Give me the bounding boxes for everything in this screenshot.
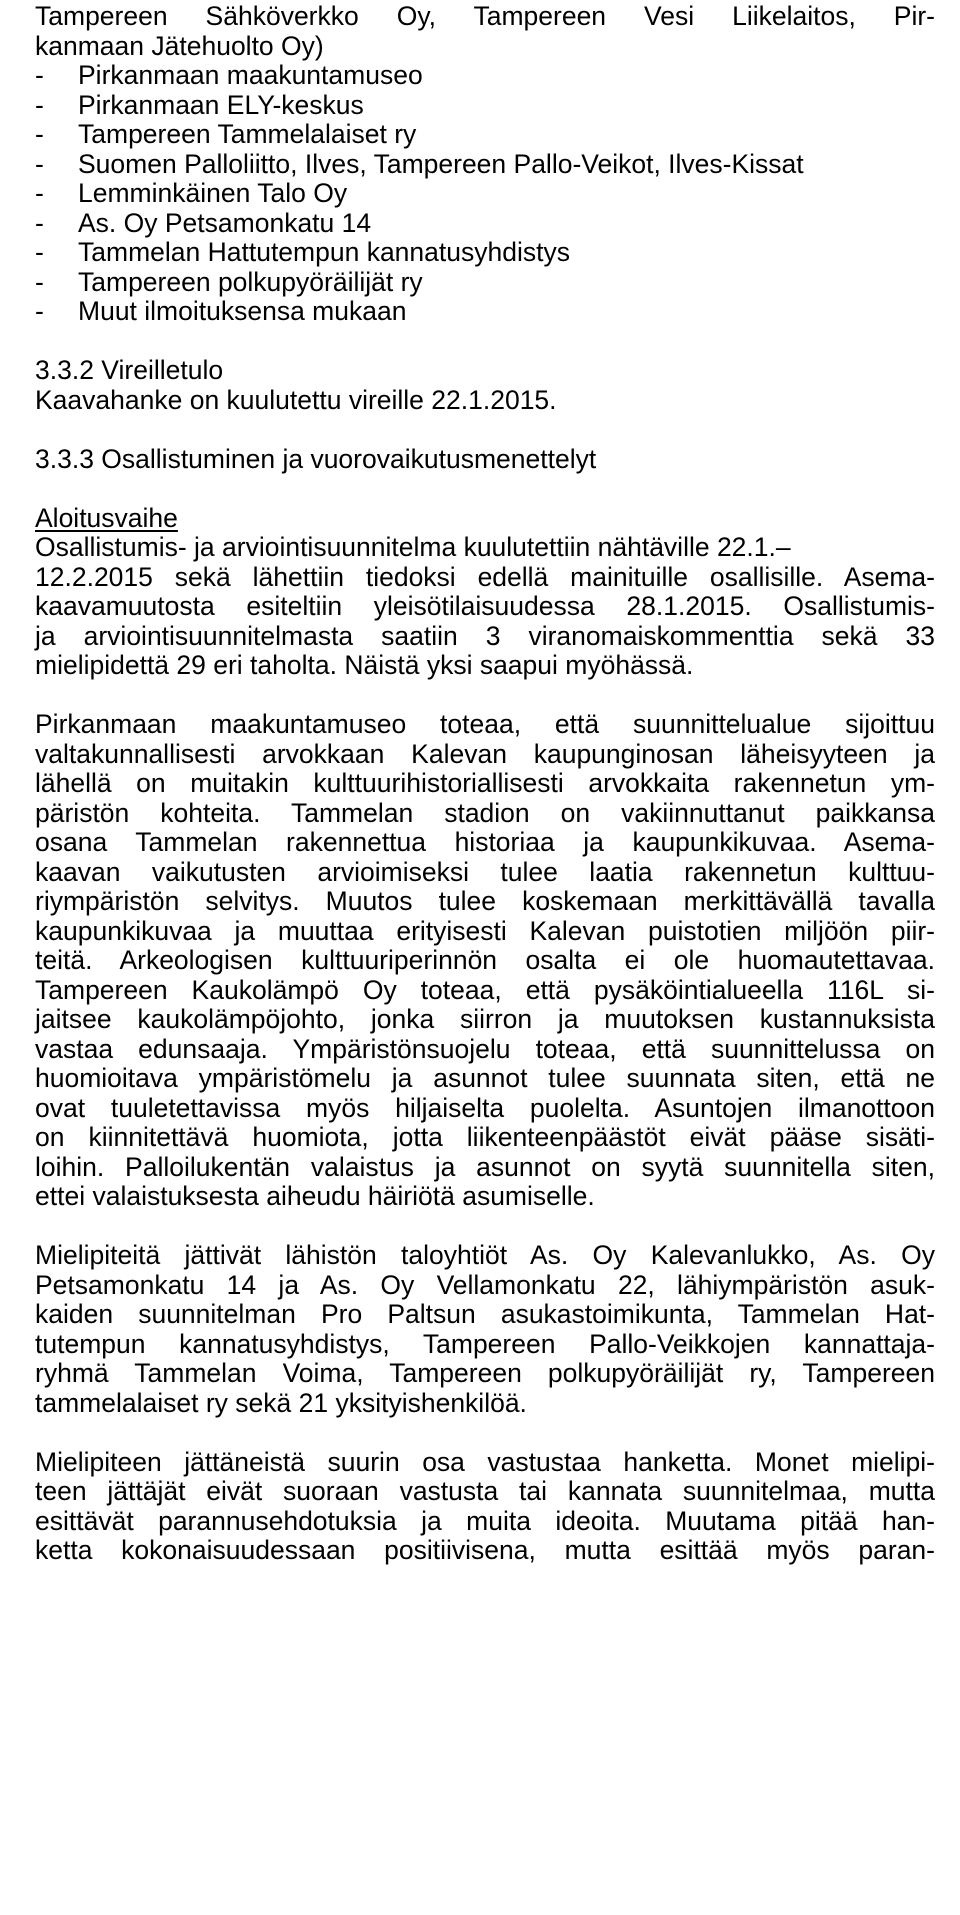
list-item: - Pirkanmaan ELY-keskus <box>35 89 364 120</box>
list-dash: - <box>35 207 44 238</box>
paragraph-line: Osallistumis- ja arviointisuunnitelma kuulutettiin nähtäville 22.1.– <box>35 532 791 562</box>
section-heading-osallistuminen: 3.3.3 Osallistuminen ja vuorovaikutusmenettelyt <box>35 443 597 474</box>
list-dash: - <box>35 296 44 326</box>
paragraph-line: ettei valaistuksesta aiheudu häiriötä asumiselle. <box>35 1181 595 1211</box>
list-item: - Suomen Palloliitto, Ilves, Tampereen Pallo-Veikot, Ilves-Kissat <box>35 148 804 179</box>
final-paragraph <box>35 1448 935 1566</box>
list-item: - Tampereen Tammelalaiset ry <box>35 119 417 149</box>
paragraph-line: on kiinnitettävä huomiota, jotta liikenteenpäästöt eivät pääse sisäti- <box>35 1122 935 1152</box>
paragraph-line: päristön kohteita. Tammelan stadion on vakiinnuttanut paikkansa <box>35 797 935 828</box>
paragraph-line: ja arviointisuunnitelmasta saatiin 3 viranomaiskommenttia sekä 33 <box>35 620 935 651</box>
aloitusvaihe-paragraph <box>35 533 935 681</box>
paragraph-line: vastaa edunsaaja. Ympäristönsuojelu toteaa, että suunnittelussa on <box>35 1033 935 1064</box>
paragraph-line: teen jättäjät eivät suoraan vastusta tai kannata suunnitelmaa, mutta <box>35 1476 935 1506</box>
paragraph-line: Mielipiteen jättäneistä suurin osa vastustaa hanketta. Monet mielipi- <box>35 1446 935 1477</box>
paragraph-line: ovat tuuletettavissa myös hiljaiselta puolelta. Asuntojen ilmanottoon <box>35 1092 935 1123</box>
list-item: - Pirkanmaan maakuntamuseo <box>35 60 423 90</box>
paragraph-line: esittävät parannusehdotuksia ja muita ideoita. Muutama pitää han- <box>35 1505 935 1536</box>
paragraph-line: huomioitava ympäristömelu ja asunnot tulee suunnata siten, että ne <box>35 1063 935 1093</box>
list-item: - Tammelan Hattutempun kannatusyhdistys <box>35 237 570 267</box>
paragraph-line: kaavan vaikutusten arvioimiseksi tulee laatia rakennetun kulttuu- <box>35 856 935 887</box>
paragraph-line: lähellä on muitakin kulttuurihistoriallisesti arvokkaita rakennetun ym- <box>35 768 935 798</box>
list-item: - Lemminkäinen Talo Oy <box>35 178 348 208</box>
list-item: - Muut ilmoituksensa mukaan <box>35 296 407 326</box>
list-dash: - <box>35 237 44 267</box>
paragraph-line: teitä. Arkeologisen kulttuuriperinnön osalta ei ole huomautettavaa. <box>35 945 935 975</box>
paragraph-line: loihin. Palloilukentän valaistus ja asunnot on syytä suunnitella siten, <box>35 1151 935 1182</box>
list-item: - Tampereen polkupyöräilijät ry <box>35 266 423 297</box>
intro-line: Tampereen Sähköverkko Oy, Tampereen Vesi Liikelaitos, Pir- <box>35 1 935 31</box>
list-dash: - <box>35 266 44 297</box>
paragraph-line: Mielipiteitä jättivät lähistön taloyhtiöt As. Oy Kalevanlukko, As. Oy <box>35 1240 935 1270</box>
paragraph-line: riympäristön selvitys. Muutos tulee koskemaan merkittävällä tavalla <box>35 886 935 916</box>
list-item: - As. Oy Petsamonkatu 14 <box>35 207 372 238</box>
paragraph-line: kaupunkikuvaa ja muuttaa erityisesti Kalevan puistotien miljöön piir- <box>35 915 935 946</box>
list-dash: - <box>35 119 44 149</box>
paragraph-line: 12.2.2015 sekä lähettiin tiedoksi edellä mainituille osallisille. Asema- <box>35 561 935 592</box>
document-page <box>35 2 935 1566</box>
subheading-aloitusvaihe: Aloitusvaihe <box>35 502 178 533</box>
paragraph-line: Petsamonkatu 14 ja As. Oy Vellamonkatu 22, lähiympäristön asuk- <box>35 1269 935 1300</box>
paragraph-line: mielipidettä 29 eri taholta. Näistä yksi saapui myöhässä. <box>35 650 694 680</box>
paragraph-line: kaavamuutosta esiteltiin yleisötilaisuudessa 28.1.2015. Osallistumis- <box>35 591 935 621</box>
list-dash: - <box>35 178 44 208</box>
list-dash: - <box>35 89 44 120</box>
museum-paragraph <box>35 710 935 1212</box>
paragraph-line: jaitsee kaukolämpöjohto, jonka siirron ja muutoksen kustannuksista <box>35 1004 935 1034</box>
stakeholder-list <box>35 61 935 327</box>
paragraph-line: Pirkanmaan maakuntamuseo toteaa, että suunnittelualue sijoittuu <box>35 709 935 739</box>
section-heading-vireilletulo: 3.3.2 Vireilletulo <box>35 355 224 385</box>
paragraph-line: kaiden suunnitelman Pro Paltsun asukastoimikunta, Tammelan Hat- <box>35 1299 935 1329</box>
paragraph-line: valtakunnallisesti arvokkaan Kalevan kaupunginosan läheisyyteen ja <box>35 738 935 769</box>
paragraph-line: Tampereen Kaukolämpö Oy toteaa, että pysäköintialueella 116L si- <box>35 974 935 1005</box>
intro-line-continued: kanmaan Jätehuolto Oy) <box>35 30 324 61</box>
paragraph-line: ketta kokonaisuudessaan positiivisena, mutta esittää myös paran- <box>35 1535 935 1565</box>
vireilletulo-text: Kaavahanke on kuulutettu vireille 22.1.2015. <box>35 384 557 415</box>
paragraph-line: ryhmä Tammelan Voima, Tampereen polkupyöräilijät ry, Tampereen <box>35 1358 935 1388</box>
paragraph-line: tutempun kannatusyhdistys, Tampereen Pallo-Veikkojen kannattaja- <box>35 1328 935 1359</box>
paragraph-line: osana Tammelan rakennettua historiaa ja kaupunkikuvaa. Asema- <box>35 827 935 857</box>
list-dash: - <box>35 148 44 179</box>
paragraph-line: tammelalaiset ry sekä 21 yksityishenkilöä. <box>35 1387 527 1418</box>
opinions-paragraph <box>35 1241 935 1418</box>
list-dash: - <box>35 60 44 90</box>
